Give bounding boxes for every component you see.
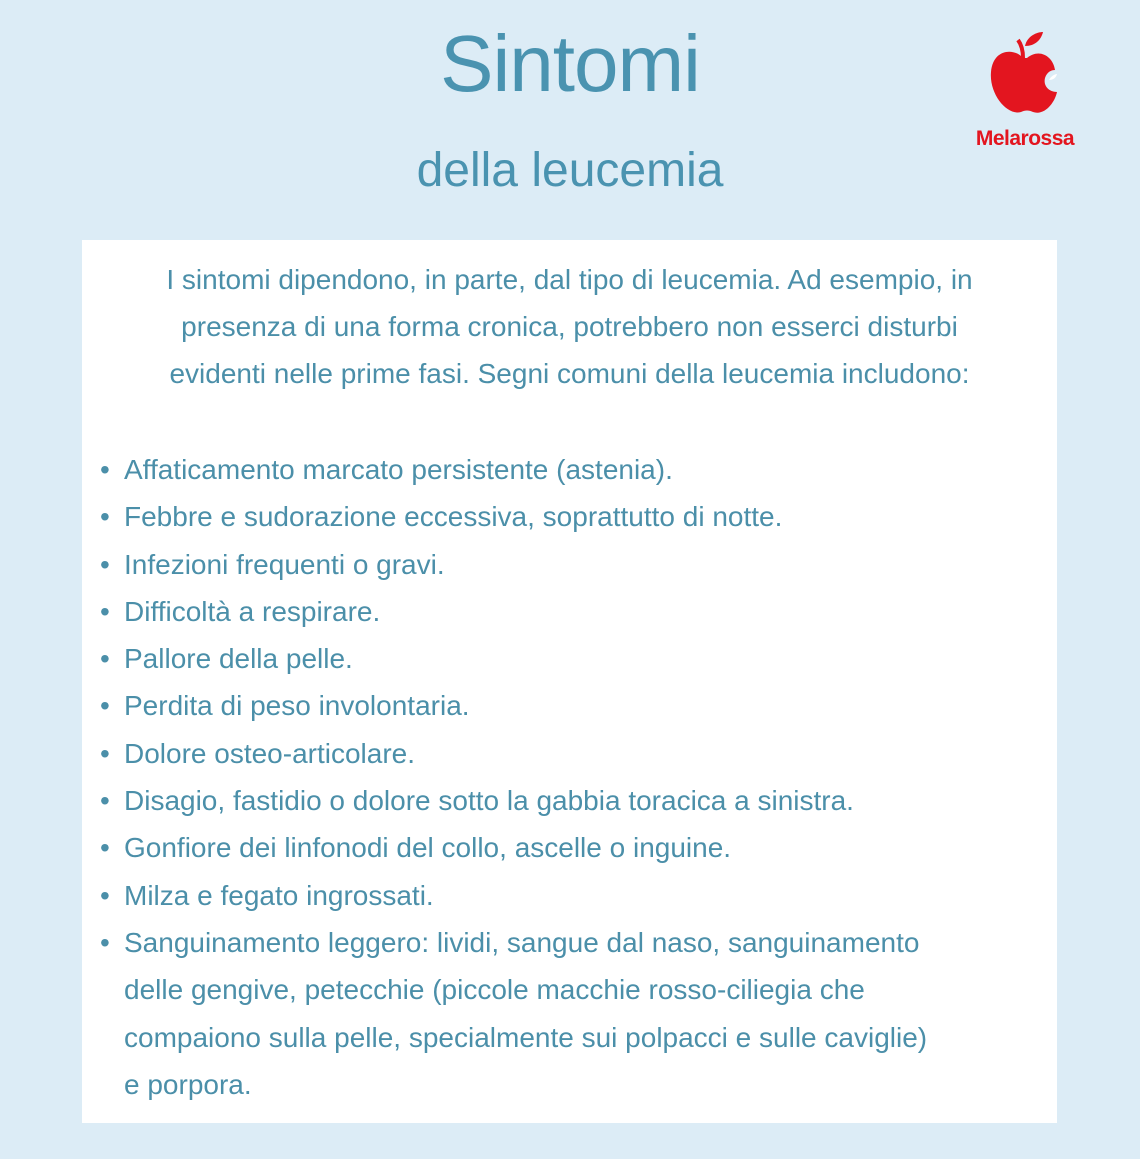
item-text-line: compaiono sulla pelle, specialmente sui polpacci e sulle caviglie) bbox=[124, 1021, 928, 1053]
item-text: Disagio, fastidio o dolore sotto la gabbia toracica a sinistra. bbox=[124, 785, 854, 817]
bullet-icon: • bbox=[100, 785, 110, 817]
logo-text: Melarossa bbox=[975, 127, 1075, 150]
item-text: Perdita di peso involontaria. bbox=[124, 690, 470, 722]
symptoms-list bbox=[100, 446, 927, 1108]
bullet-icon: • bbox=[100, 690, 110, 722]
list-item bbox=[100, 682, 927, 729]
item-text: Milza e fegato ingrossati. bbox=[124, 879, 434, 911]
item-text-line: delle gengive, petecchie (piccole macchie rosso-ciliegia che bbox=[124, 974, 865, 1006]
bullet-icon: • bbox=[100, 454, 110, 485]
item-text: Difficoltà a respirare. bbox=[124, 595, 381, 627]
list-item bbox=[100, 872, 927, 919]
page-subtitle: della leucemia bbox=[416, 144, 724, 197]
bullet-icon: • bbox=[100, 643, 110, 675]
page-title: Sintomi bbox=[440, 19, 700, 108]
bullet-icon: • bbox=[100, 501, 110, 533]
item-text: Pallore della pelle. bbox=[124, 643, 353, 675]
bullet-icon: • bbox=[100, 548, 110, 580]
item-text-line: e porpora. bbox=[124, 1068, 252, 1100]
item-text: Affaticamento marcato persistente (astenia). bbox=[124, 454, 673, 485]
item-text: Febbre e sudorazione eccessiva, soprattutto di notte. bbox=[124, 501, 783, 533]
list-item bbox=[100, 635, 927, 682]
bullet-icon: • bbox=[100, 832, 110, 864]
apple-icon bbox=[985, 30, 1065, 120]
list-item bbox=[100, 730, 927, 777]
item-text: Infezioni frequenti o gravi. bbox=[124, 548, 445, 580]
list-item bbox=[100, 777, 927, 824]
item-text: Gonfiore dei linfonodi del collo, ascelle o inguine. bbox=[124, 832, 732, 864]
list-item bbox=[100, 824, 927, 871]
bullet-icon: • bbox=[100, 879, 110, 911]
intro-text bbox=[82, 256, 1057, 397]
melarossa-logo bbox=[965, 30, 1085, 151]
item-text-line: Sanguinamento leggero: lividi, sangue dal naso, sanguinamento bbox=[124, 926, 920, 958]
list-item bbox=[100, 446, 927, 493]
list-item bbox=[100, 588, 927, 635]
list-item bbox=[100, 919, 927, 1108]
item-text: Dolore osteo-articolare. bbox=[124, 737, 416, 769]
bullet-icon: • bbox=[100, 926, 110, 958]
list-item bbox=[100, 541, 927, 588]
bullet-icon: • bbox=[100, 595, 110, 627]
bullet-icon: • bbox=[100, 737, 110, 769]
list-item bbox=[100, 493, 927, 540]
symptoms-card bbox=[82, 240, 1057, 1123]
intro-line: I sintomi dipendono, in parte, dal tipo di leucemia. Ad esempio, in bbox=[166, 264, 973, 295]
intro-line: presenza di una forma cronica, potrebbero non esserci disturbi bbox=[181, 311, 958, 342]
intro-line: evidenti nelle prime fasi. Segni comuni della leucemia includono: bbox=[169, 358, 970, 389]
